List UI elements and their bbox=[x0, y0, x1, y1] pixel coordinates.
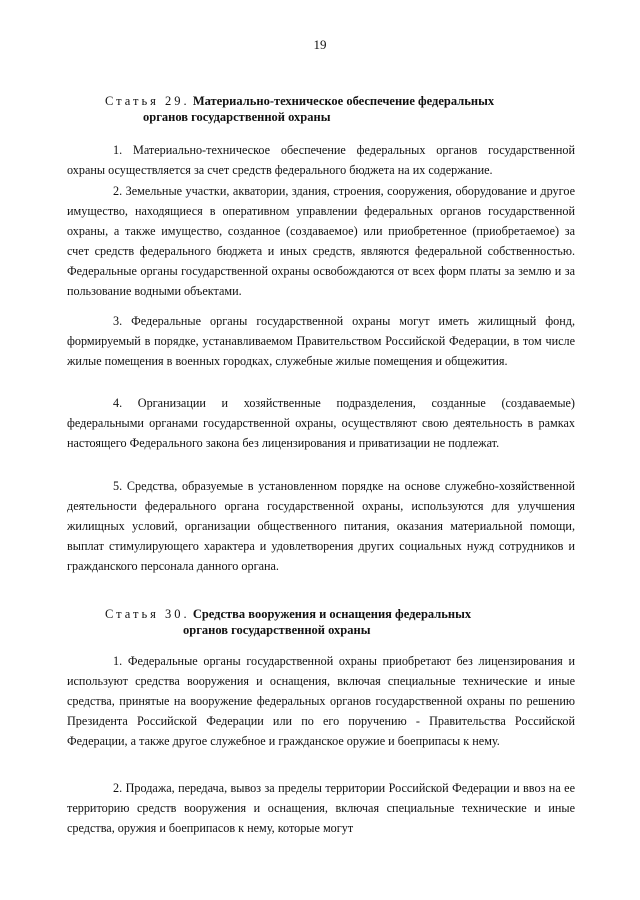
article-30-label: Статья 30. bbox=[105, 607, 190, 621]
article-29-paragraph-5: 5. Средства, образуемые в установленном порядке на основе служебно-хозяйственной деятельности федерального органа государственной охраны, используются для улучшения жилищных условий, организации общественного питания, оказания материальной помощи, выплат стимулирующего характера и удовлетворения других социальных нужд сотрудников и гражданского персонала данного органа. bbox=[67, 479, 575, 573]
article-29-label: Статья 29. bbox=[105, 94, 190, 108]
article-29-heading bbox=[105, 93, 565, 125]
article-30-heading bbox=[105, 606, 565, 638]
page-number: 19 bbox=[313, 37, 327, 52]
article-29-paragraph-4: 4. Организации и хозяйственные подразделения, созданные (создаваемые) федеральными органами государственной охраны, осуществляют свою деятельность в рамках настоящего Федерального закона без лицензирования и приватизации не подлежат. bbox=[67, 396, 575, 450]
article-30-title-line1: Средства вооружения и оснащения федеральных bbox=[192, 607, 472, 621]
article-29-paragraph-1: 1. Материально-техническое обеспечение федеральных органов государственной охраны осуществляется за счет средств федерального бюджета на их содержание. bbox=[67, 143, 575, 177]
article-30-title-line2: органов государственной охраны bbox=[183, 623, 371, 637]
article-29-title-line1: Материально-техническое обеспечение федеральных bbox=[192, 94, 495, 108]
article-29-paragraph-3: 3. Федеральные органы государственной охраны могут иметь жилищный фонд, формируемый в порядке, устанавливаемом Правительством Российской Федерации, в том числе жилые помещения в военных городках, служебные жилые помещения и общежития. bbox=[67, 314, 575, 368]
article-29-title-line2: органов государственной охраны bbox=[143, 110, 331, 124]
article-30-paragraph-2: 2. Продажа, передача, вывоз за пределы территории Российской Федерации и ввоз на ее территорию средств вооружения и оснащения, включая специальные технические и иные средства, оружия и боеприпасов к нему, которые могут bbox=[67, 781, 575, 835]
article-29-paragraph-2: 2. Земельные участки, акватории, здания, строения, сооружения, оборудование и другое имущество, находящиеся в оперативном управлении федеральных органов государственной охраны, а также имущество, созданное (создаваемое) или приобретенное (приобретаемое) за счет средств федерального бюджета и иных средств, являются федеральной собственностью. Федеральные органы государственной охраны освобождаются от всех форм платы за землю и за пользование водными объектами. bbox=[67, 184, 575, 298]
article-30-paragraph-1: 1. Федеральные органы государственной охраны приобретают без лицензирования и используют средства вооружения и оснащения, включая специальные технические и иные средства, принятые на вооружение федеральных органов государственной охраны по решению Президента Российской Федерации или по его поручению - Правительства Российской Федерации, а также другое служебное и гражданское оружие и боеприпасы к нему. bbox=[67, 654, 575, 748]
